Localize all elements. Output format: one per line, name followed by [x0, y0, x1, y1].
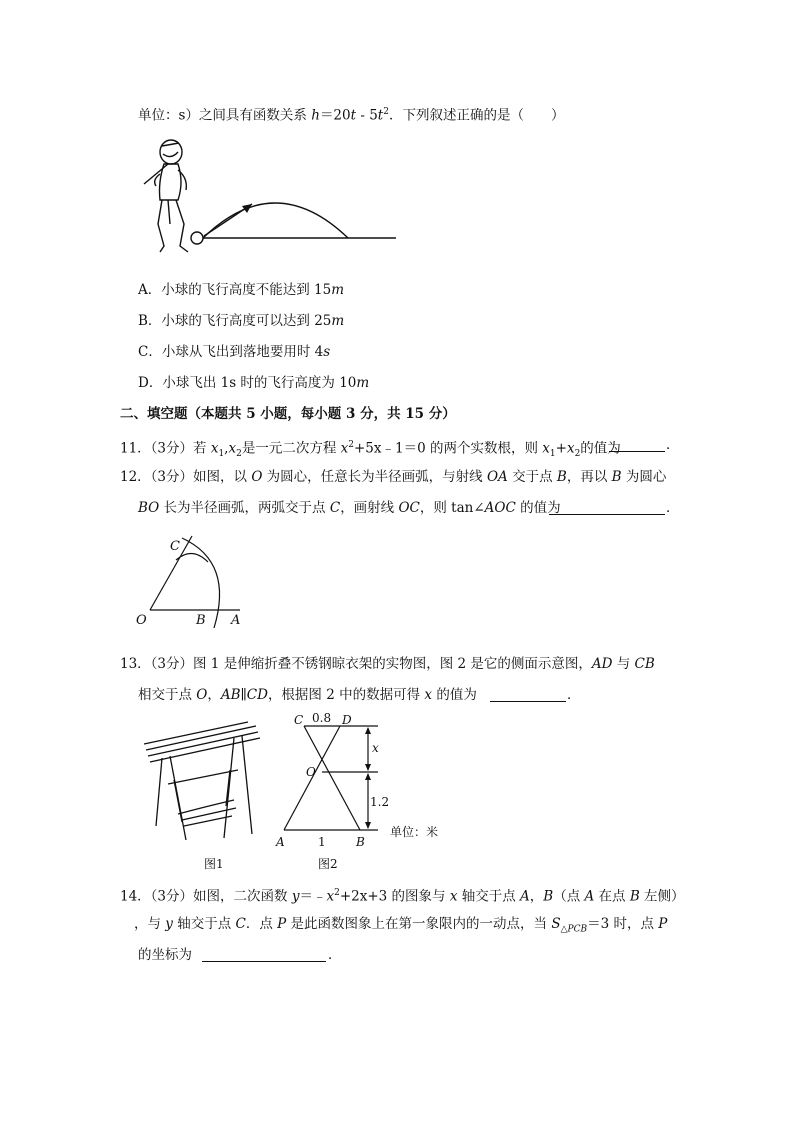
q13-answer-blank[interactable]: [490, 687, 566, 702]
question-14-line2: ，与 y 轴交于点 C．点 P 是此函数图象上在第一象限内的一动点，当 $S_{\triangle PCB}=3$ 时，点 P: [134, 916, 668, 935]
q12-figure: [136, 532, 248, 632]
label-a: A: [231, 613, 241, 628]
option-c: C．小球从飞出到落地要用时 4s: [138, 344, 331, 360]
q14-period: ．: [328, 947, 342, 963]
question-12-line2: BO 长为半径画弧，两弧交于点 C，画射线 OC，则 tan∠AOC 的值为: [138, 500, 561, 516]
label-b: B: [356, 835, 365, 849]
option-d: D．小球飞出 1s 时的飞行高度为 10m: [138, 375, 370, 391]
fig2-caption: 图2: [318, 857, 338, 871]
ball-trajectory: [203, 203, 348, 238]
q12-period: ．: [666, 500, 680, 516]
label-d: D: [342, 713, 352, 727]
label-o: O: [306, 765, 316, 779]
label-b: B: [196, 613, 206, 628]
label-a: A: [276, 835, 285, 849]
q10-stem: 单位：s）之间具有函数关系 $h=20t - 5t^2$．下列叙述正确的是（ ）: [138, 107, 565, 124]
label-top-length: 0.8: [312, 711, 332, 725]
question-13-line1: 13．（3分）图 1 是伸缩折叠不锈钢晾衣架的实物图，图 2 是它的侧面示意图，AD 与 CB: [120, 656, 655, 672]
label-bottom-length: 1: [318, 835, 326, 849]
label-o: O: [136, 613, 147, 628]
side-view-figure: [272, 712, 472, 874]
fig1-caption: 图1: [204, 857, 224, 871]
golf-ball: [191, 232, 203, 244]
q13-period: ．: [567, 687, 581, 703]
label-x: x: [372, 741, 379, 755]
question-14-line3: 的坐标为: [138, 947, 192, 963]
q11-answer-blank[interactable]: [609, 437, 665, 452]
question-11: 11．（3分）若 $x_1,x_2$是一元二次方程 $x^2+5x﹣1=0$ 的两个实数根，则 $x_1+x_2$的值为: [120, 440, 621, 460]
question-14-line1: 14．（3分）如图，二次函数 $y=﹣x^2+2x+3$ 的图象与 x 轴交于点 A，B（点 A 在点 B 左侧）: [120, 888, 685, 905]
drying-rack-figure: [138, 722, 264, 872]
label-c: C: [294, 713, 304, 727]
q12-answer-blank[interactable]: [549, 500, 665, 515]
q11-period: ．: [666, 437, 680, 453]
option-b: B．小球的飞行高度可以达到 25m: [138, 313, 345, 329]
unit-label: 单位：米: [390, 825, 439, 839]
option-a: A．小球的飞行高度不能达到 15m: [138, 282, 345, 298]
question-13-line2: 相交于点 O，AB∥CD，根据图 2 中的数据可得 x 的值为: [138, 687, 477, 703]
q14-answer-blank[interactable]: [202, 947, 326, 962]
section-heading: 二、填空题（本题共 5 小题，每小题 3 分，共 15 分）: [120, 406, 456, 422]
golfer-figure: [138, 134, 400, 266]
question-12-line1: 12．（3分）如图，以 O 为圆心，任意长为半径画弧，与射线 OA 交于点 B，再以 B 为圆心: [120, 469, 667, 485]
label-c: C: [170, 539, 180, 554]
label-h: 1.2: [370, 795, 390, 809]
golf-club: [144, 164, 168, 184]
